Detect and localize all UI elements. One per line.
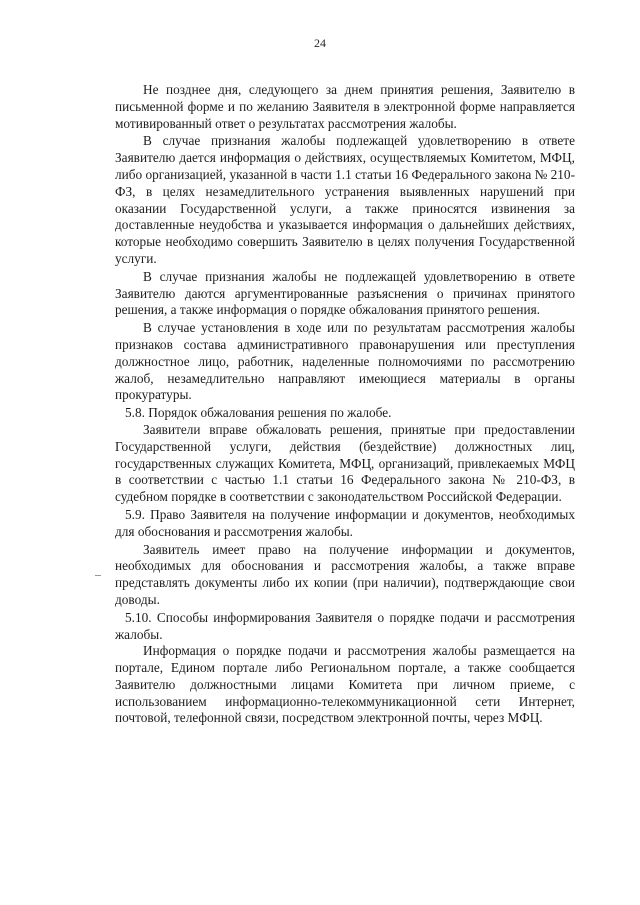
paragraph-information-methods: Информация о порядке подачи и рассмотрения жалобы размещается на портале, Едином портале либо Региональном портале, а также сообщается Заявителю должностными лицами Комитета при личном приеме, с использованием информационно-телекоммуникационной сети Интернет, почтовой, телефонной связи, посредством электронной почты, через МФЦ. xyxy=(115,643,575,726)
paragraph-judicial-appeal: Заявители вправе обжаловать решения, принятые при предоставлении Государственной услуги, действия (бездействие) должностных лиц, государственных служащих Комитета, МФЦ, организаций, привлекаемых МФЦ в соответствии с частью 1.1 статьи 16 Федерального закона № 210-ФЗ, в судебном порядке в соответствии с законодательством Российской Федерации. xyxy=(115,421,575,505)
section-heading-5-8: 5.8. Порядок обжалования решения по жалобе. xyxy=(125,405,392,421)
section-heading-5-9: 5.9. Право Заявителя на получение информации и документов, необходимых для обоснования и рассмотрения жалобы. xyxy=(115,506,575,539)
paragraph-complaint-satisfied: В случае признания жалобы подлежащей удовлетворению в ответе Заявителю дается информация о действиях, осуществляемых Комитетом, МФЦ, либо организацией, указанной в части 1.1 статьи 16 Федерального закона № 210-ФЗ, в целях незамедлительного устранения выявленных нарушений при оказании Государственной услуги, а также приносятся извинения за доставленные неудобства и указывается информация о дальнейших действиях, которые необходимо совершить Заявителю в целях получения Государственной услуги. xyxy=(115,133,575,266)
paragraph-prosecution-referral: В случае установления в ходе или по результатам рассмотрения жалобы признаков состава административного правонарушения или преступления должностное лицо, работник, наделенные полномочиями по рассмотрению жалоб, незамедлительно направляют имеющиеся материалы в органы прокуратуры. xyxy=(115,320,575,403)
paragraph-response-deadline: Не позднее дня, следующего за днем принятия решения, Заявителю в письменной форме и по желанию Заявителя в электронной форме направляется мотивированный ответ о результатах рассмотрения жалобы. xyxy=(115,82,575,131)
page-number: 24 xyxy=(314,36,326,50)
paragraph-complaint-rejected: В случае признания жалобы не подлежащей удовлетворению в ответе Заявителю даются аргументированные разъяснения о причинах принятого решения, а также информация о порядке обжалования принятого решения. xyxy=(115,268,575,318)
document-body xyxy=(115,82,575,727)
section-heading-5-10: 5.10. Способы информирования Заявителя о порядке подачи и рассмотрения жалобы. xyxy=(115,609,575,642)
paragraph-right-to-information: Заявитель имеет право на получение информации и документов, необходимых для обоснования и рассмотрения жалобы, а также вправе представлять документы либо их копии (при наличии), подтверждающие свои доводы. xyxy=(115,541,575,607)
margin-mark xyxy=(95,575,101,576)
